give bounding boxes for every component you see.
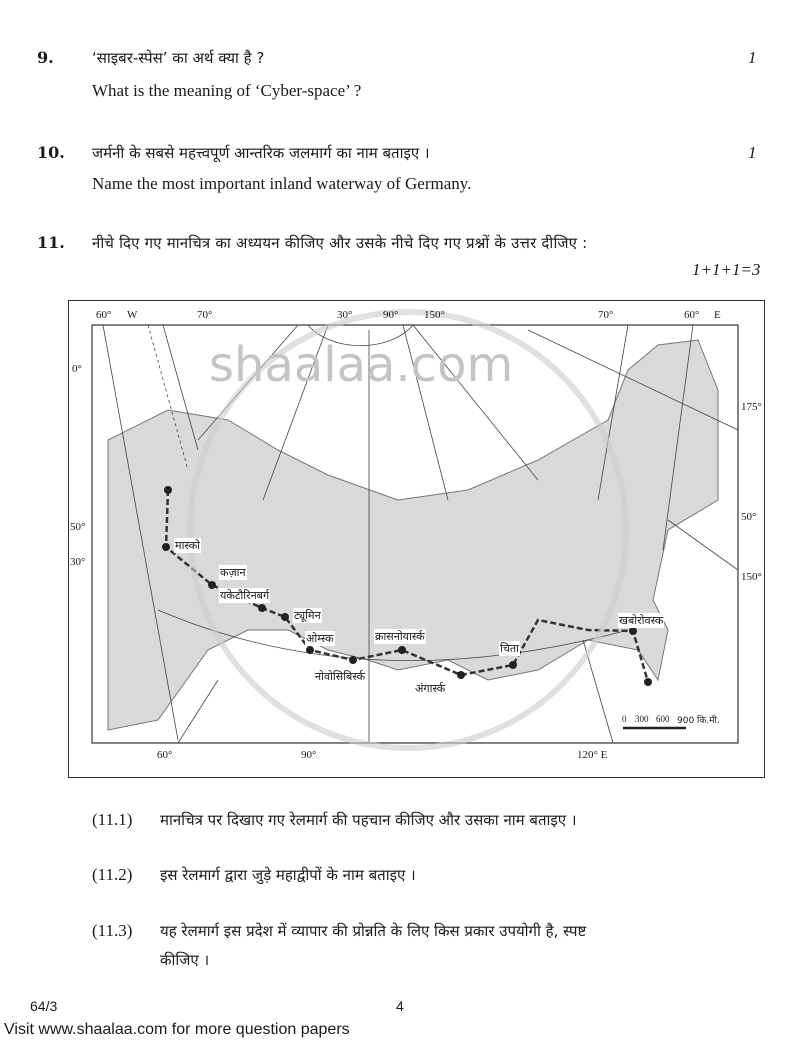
question-number: 11. bbox=[37, 233, 65, 252]
degree-label: 60° bbox=[157, 749, 173, 761]
subquestion-text: इस रेलमार्ग द्वारा जुड़े महाद्वीपों के नाम बताइए । bbox=[160, 866, 416, 884]
degree-label: 60° bbox=[684, 309, 700, 321]
scale-label: 300 bbox=[635, 714, 649, 724]
subquestion-number: (11.3) bbox=[92, 921, 133, 940]
subquestion-text: मानचित्र पर दिखाए गए रेलमार्ग की पहचान कीजिए और उसका नाम बताइए । bbox=[160, 811, 577, 829]
scale-label: 900 कि.मी. bbox=[677, 716, 720, 726]
degree-label: 0° bbox=[72, 363, 82, 375]
degree-label: 150° bbox=[424, 309, 445, 321]
city-label-omsk: ओम्स्क bbox=[306, 632, 334, 645]
city-label-krasnoyarsk: क्रासनोयार्स्क bbox=[375, 630, 425, 643]
degree-label: 90° bbox=[301, 749, 317, 761]
degree-label: W bbox=[127, 309, 138, 321]
scale-label: 600 bbox=[656, 714, 670, 724]
degree-label: 175° bbox=[741, 401, 762, 413]
question-hindi: नीचे दिए गए मानचित्र का अध्ययन कीजिए और उसके नीचे दिए गए प्रश्नों के उत्तर दीजिए : bbox=[92, 234, 588, 252]
degree-label: 30° bbox=[337, 309, 353, 321]
degree-label: 150° bbox=[741, 571, 762, 583]
city-label-yekaterinburg: यकेटौरिनबर्ग bbox=[220, 589, 270, 602]
page-number: 4 bbox=[396, 998, 404, 1014]
city-label-angarsk: अंगार्स्क bbox=[415, 682, 446, 695]
paper-code: 64/3 bbox=[30, 998, 58, 1014]
city-label-moscow: मास्को bbox=[175, 539, 201, 552]
question-marks: 1 bbox=[748, 48, 757, 67]
city-label-tyumen: ट्यूमिन bbox=[294, 609, 321, 622]
watermark: shaalaa.com bbox=[209, 337, 514, 393]
question-marks: 1 bbox=[748, 143, 757, 162]
degree-label: 30° bbox=[70, 556, 86, 568]
degree-label: 120° E bbox=[577, 749, 608, 761]
subquestion-text: यह रेलमार्ग इस प्रदेश में व्यापार की प्रोन्नति के लिए किस प्रकार उपयोगी है, स्पष्ट bbox=[160, 922, 587, 940]
scale-label: 0 bbox=[622, 714, 627, 724]
question-english: Name the most important inland waterway of Germany. bbox=[92, 174, 472, 193]
degree-label: 70° bbox=[598, 309, 614, 321]
city-label-kazan: कज़ान bbox=[220, 566, 246, 579]
degree-label: 70° bbox=[197, 309, 213, 321]
city-label-novosibirsk: नोवोसिबिर्स्क bbox=[315, 670, 366, 683]
visit-link[interactable]: Visit www.shaalaa.com for more question papers bbox=[4, 1021, 350, 1038]
city-label-khabarovsk: खबोरोवस्क bbox=[619, 614, 664, 627]
question-hindi: ‘साइबर-स्पेस’ का अर्थ क्या है ? bbox=[92, 49, 265, 67]
degree-label: 50° bbox=[70, 521, 86, 533]
subquestion-text-continued: कीजिए । bbox=[160, 951, 210, 969]
degree-label: 60° bbox=[96, 309, 112, 321]
russia-map bbox=[68, 300, 765, 778]
subquestion-number: (11.1) bbox=[92, 810, 133, 829]
degree-label: E bbox=[714, 309, 721, 321]
question-number: 9. bbox=[37, 48, 54, 67]
question-marks: 1+1+1=3 bbox=[692, 260, 761, 279]
question-english: What is the meaning of ‘Cyber-space’ ? bbox=[92, 81, 362, 100]
subquestion-number: (11.2) bbox=[92, 865, 133, 884]
question-hindi: जर्मनी के सबसे महत्त्वपूर्ण आन्तरिक जलमार्ग का नाम बताइए । bbox=[92, 144, 430, 162]
degree-label: 90° bbox=[383, 309, 399, 321]
city-label-chita: चिता bbox=[500, 642, 519, 655]
question-number: 10. bbox=[37, 143, 65, 162]
degree-label: 50° bbox=[741, 511, 757, 523]
